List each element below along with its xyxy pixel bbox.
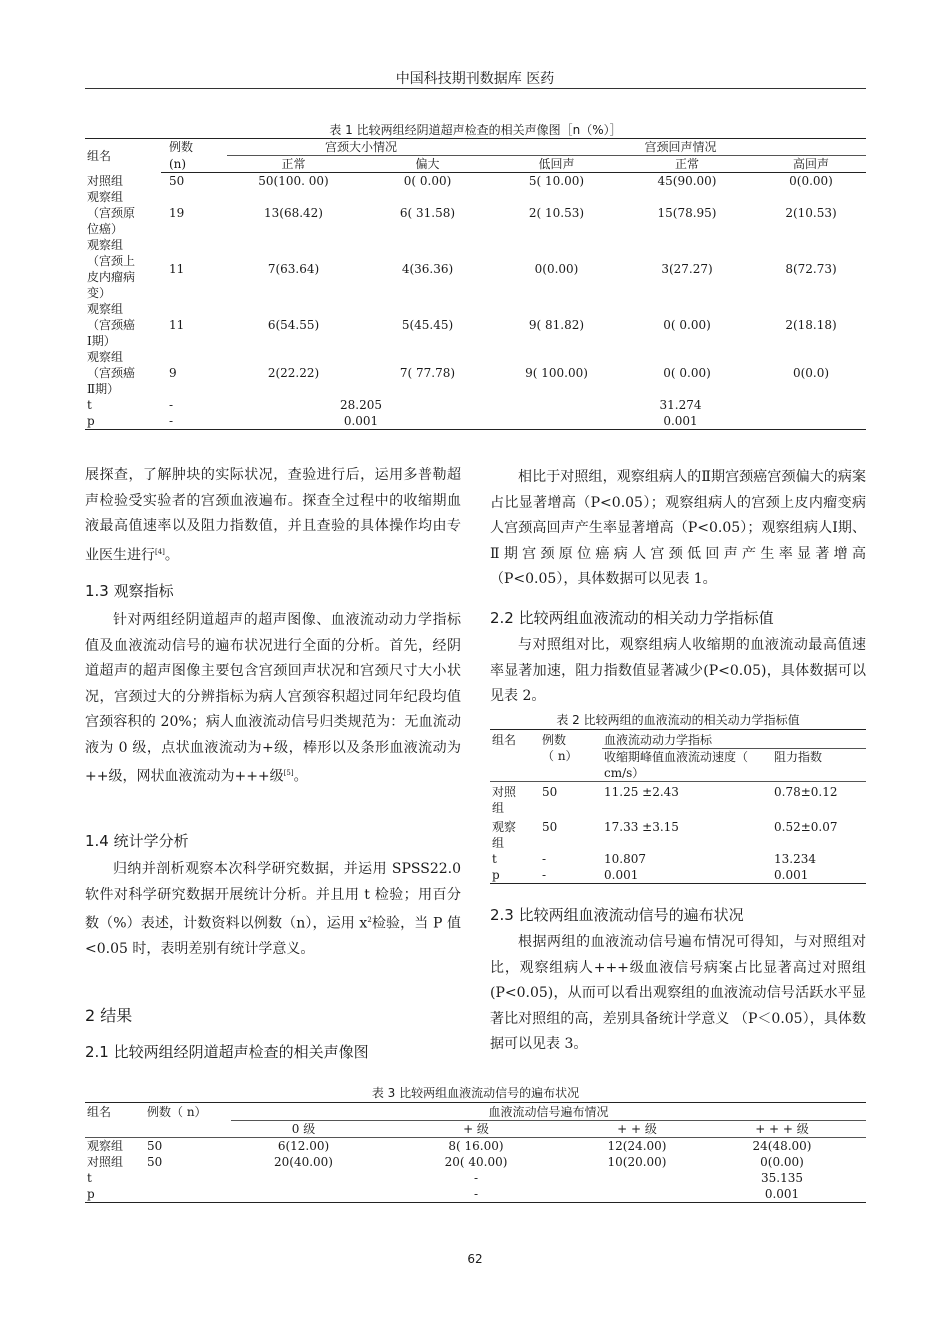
section-2-2-heading: 2.2 比较两组血液流动的相关动力学指标值 [490,609,774,627]
right-paragraph-3: 根据两组的血液流动信号遍布情况可得知，与对照组对比，观察组病人+++级血液信号病案占比显著高过对照组(P<0.05)，从而可以看出观察组的血液流动信号活跃水平显著比对照组的高，差别具备统计学意义 （P＜0.05），具体数据可以见表 3。 [490,934,866,1052]
t3-cell [576,1186,698,1203]
right-paragraph-1: 相比于对照组，观察组病人的Ⅱ期宫颈癌宫颈偏大的病案占比显著增高（P<0.05）；观察组病人的宫颈上皮内瘤变病人宫颈高回声产生率显著增高（P<0.05）；观察组病人Ⅰ期、Ⅱ期宫颈原位癌病人宫颈低回声产生率显著增高（P<0.05），具体数据可以见表 1。 [490,469,866,587]
t2-row-speed: 17.33 ±3.15 [604,820,679,834]
t3-cell: 0.001 [698,1186,866,1203]
t3-h-level: 0 级 [291,1122,316,1136]
t1-row-n: 19 [169,206,185,220]
t1-h-normal: 正常 [227,156,360,173]
t3-cell [231,1170,376,1186]
t1-t-size: 28.205 [340,398,382,412]
t1-cell: 45(90.00) [657,174,717,188]
t1-cell: 5( 10.00) [528,174,585,188]
t1-row-name: 观察组 （宫颈原 位癌） [87,190,136,236]
t3-row-name: p [85,1186,145,1203]
left-paragraph-1: 展探查，了解肿块的实际状况，查验进行后，运用多普勒超声检验受实验者的宫颈血液遍布。探查全过程中的收缩期血液最高值速率以及阻力指数值，并且查验的具体操作均由专业医生进行[4]。 [85,467,461,564]
t1-row-n: 50 [169,174,185,188]
t3-h-count: 例数（ n） [145,1103,231,1138]
section-1-4-heading: 1.4 统计学分析 [85,832,189,850]
table-row [490,851,866,867]
t2-row-name: t [492,852,497,866]
page-number: 62 [467,1252,483,1266]
t1-p-label: p [85,413,161,430]
t2-row-n: 50 [540,782,602,817]
t1-t-dash: - [169,398,174,412]
t2-row-speed: 11.25 ±2.43 [602,782,772,817]
table-row [85,189,866,237]
t2-row-name: 观察组 [492,820,517,850]
t3-row-n [145,1170,231,1186]
t3-cell: 12(24.00) [576,1138,698,1155]
t2-h-resist: 阻力指数 [774,750,823,764]
t1-p-echo: 0.001 [495,413,866,430]
t1-cell: 6(54.55) [267,318,320,332]
t3-cell: 8( 16.00) [376,1138,576,1155]
t3-row-n [145,1186,231,1203]
t1-cell: 0( 0.00) [663,366,711,380]
t1-cell: 9( 100.00) [525,366,588,380]
section-2-1-heading: 2.1 比较两组经阴道超声检查的相关声像图 [85,1043,369,1061]
t2-row-resist: 13.234 [774,852,816,866]
table-row [85,1186,866,1203]
table1 [85,138,866,430]
table2-caption: 表 2 比较两组的血液流动的相关动力学指标值 [556,713,800,727]
t1-cell: 5(45.45) [401,318,454,332]
t2-h-count: 例数 （ n） [540,730,602,782]
right-paragraph-2: 与对照组对比，观察组病人收缩期的血液流动最高值速率显著加速，阻力指数值显著减少(P<0.05)，具体数据可以见表 2。 [490,637,866,704]
left-paragraph-3: 归纳并剖析观察本次科学研究数据，并运用 SPSS22.0 软件对科学研究数据开展统计分析。并且用 t 检验；用百分数（%）表述，计数资料以例数（n），运用 $x^2$检验，当 P 值<0.05 时，表明差别有统计学意义。 [85,861,461,958]
t1-h-count-unit: (n) [161,156,227,173]
section-2-heading: 2 结果 [85,1006,133,1025]
t1-row-n: 9 [169,366,177,380]
t2-h-group: 组名 [490,730,540,782]
t1-cell: 2(18.18) [785,318,837,332]
t1-row-name: 对照组 [87,173,124,188]
t2-row-resist: 0.001 [772,867,866,884]
t3-cell: 10(20.00) [607,1155,667,1169]
t1-cell: 50(100. 00) [258,174,329,188]
t2-row-speed: 10.807 [604,852,646,866]
t1-p-size: 0.001 [227,413,495,430]
t1-h-size: 宫颈大小情况 [227,139,495,156]
t1-h-high: 高回声 [756,156,866,173]
table2 [490,729,866,884]
t1-cell: 4(36.36) [401,262,454,276]
t3-cell: 24(48.00) [698,1138,866,1155]
table-row [85,397,866,413]
t3-cell [576,1170,698,1186]
t2-row-resist: 0.78±0.12 [772,782,866,817]
t1-cell: 2(22.22) [267,366,320,380]
t1-cell: 15(78.95) [657,206,717,220]
journal-header: 中国科技期刊数据库 医药 [395,71,555,87]
t1-row-n: 11 [169,318,185,332]
t1-cell: 0(0.00) [789,174,833,188]
t3-h-signal: 血液流动信号遍布情况 [231,1103,866,1121]
t2-row-n: - [540,867,602,884]
section-2-3-heading: 2.3 比较两组血液流动信号的遍布状况 [490,906,744,924]
t1-h-normal2: 正常 [618,156,756,173]
t3-h-level: + + 级 [617,1122,657,1136]
t2-row-resist: 0.52±0.07 [774,820,838,834]
table-row [490,782,866,817]
t1-h-low: 低回声 [495,156,618,173]
t1-row-name: 观察组 （宫颈癌 Ⅰ期） [87,302,136,348]
table-row [85,301,866,349]
t1-cell: 0( 0.00) [403,174,452,188]
t1-t-echo: 31.274 [659,398,702,412]
t2-row-n: 50 [542,820,558,834]
left-paragraph-2: 针对两组经阴道超声的超声图像、血液流动动力学指标值及血液流动信号的遍布状况进行全面的分析。首先，经阴道超声的超声图像主要包含宫颈回声状况和宫颈尺寸大小状况，宫颈过大的分辨指标为病人宫颈容积超过同年纪段均值宫颈容积的 20%；病人血液流动信号归类规范为：无血流动液为 0 级，点状血液流动为+级，棒形以及条形血液流动为++级，网状血液流动为+++级[5]。 [85,612,461,785]
t1-row-name: 观察组 （宫颈癌 Ⅱ期） [87,350,136,396]
t3-row-name: 对照组 [87,1155,124,1169]
t2-h-speed: 收缩期峰值血液流动速度（ cm/s） [604,750,749,780]
section-1-3-heading: 1.3 观察指标 [85,582,174,600]
t3-h-level: + 级 [463,1122,489,1136]
header-rule [85,88,866,89]
table3-caption: 表 3 比较两组血液流动信号的遍布状况 [371,1086,580,1100]
t3-h-level: + + + 级 [755,1122,809,1136]
t1-p-dash: - [161,413,227,430]
t1-cell: 0(0.0) [792,366,830,380]
t1-h-large: 偏大 [360,156,495,173]
table-row [85,237,866,301]
t1-cell: 2(10.53) [785,206,837,220]
t2-row-n: - [542,852,547,866]
t1-t-label: t [87,398,92,412]
t1-cell: 13(68.42) [264,206,323,220]
table-row [490,867,866,884]
t1-cell: 6( 31.58) [399,206,456,220]
table-row [85,413,866,430]
table-row [85,173,866,190]
t1-cell: 7(63.64) [267,262,320,276]
table-row [490,816,866,851]
t3-cell: - [473,1171,479,1185]
t3-cell: 20( 40.00) [444,1155,508,1169]
table-row [85,349,866,397]
t3-row-name: t [87,1171,92,1185]
t2-h-hemo: 血液流动动力学指标 [602,730,866,749]
t1-cell: 0(0.00) [534,262,579,276]
t3-cell: 35.135 [761,1171,803,1185]
t3-cell: - [376,1186,576,1203]
t1-h-echo: 宫颈回声情况 [495,139,866,156]
table1-caption: 表 1 比较两组经阴道超声检查的相关声像图［n（%）］ [329,123,622,137]
t3-row-n: 50 [145,1138,231,1155]
t1-row-n: 11 [169,262,185,276]
t3-h-group: 组名 [85,1103,145,1138]
t1-cell: 8(72.73) [785,262,837,276]
t3-row-n: 50 [147,1155,163,1169]
table-row [85,1170,866,1186]
table3 [85,1102,866,1203]
table-row [85,1138,866,1155]
t3-cell: 6(12.00) [231,1138,376,1155]
table-row [85,1154,866,1170]
t3-row-name: 观察组 [85,1138,145,1155]
t3-cell: 20(40.00) [274,1155,333,1169]
t2-row-name: 对照组 [490,782,540,817]
t3-cell [231,1186,376,1203]
t1-cell: 9( 81.82) [528,318,585,332]
t1-cell: 3(27.27) [661,262,713,276]
t2-row-speed: 0.001 [602,867,772,884]
t2-row-name: p [490,867,540,884]
t1-h-group: 组名 [85,139,161,173]
t1-h-count: 例数 [161,139,227,156]
t1-cell: 0( 0.00) [663,318,711,332]
t1-cell: 7( 77.78) [399,366,456,380]
t1-cell: 2( 10.53) [528,206,585,220]
t1-row-name: 观察组 （宫颈上 皮内瘤病 变） [87,238,136,300]
t3-cell: 0(0.00) [760,1155,804,1169]
